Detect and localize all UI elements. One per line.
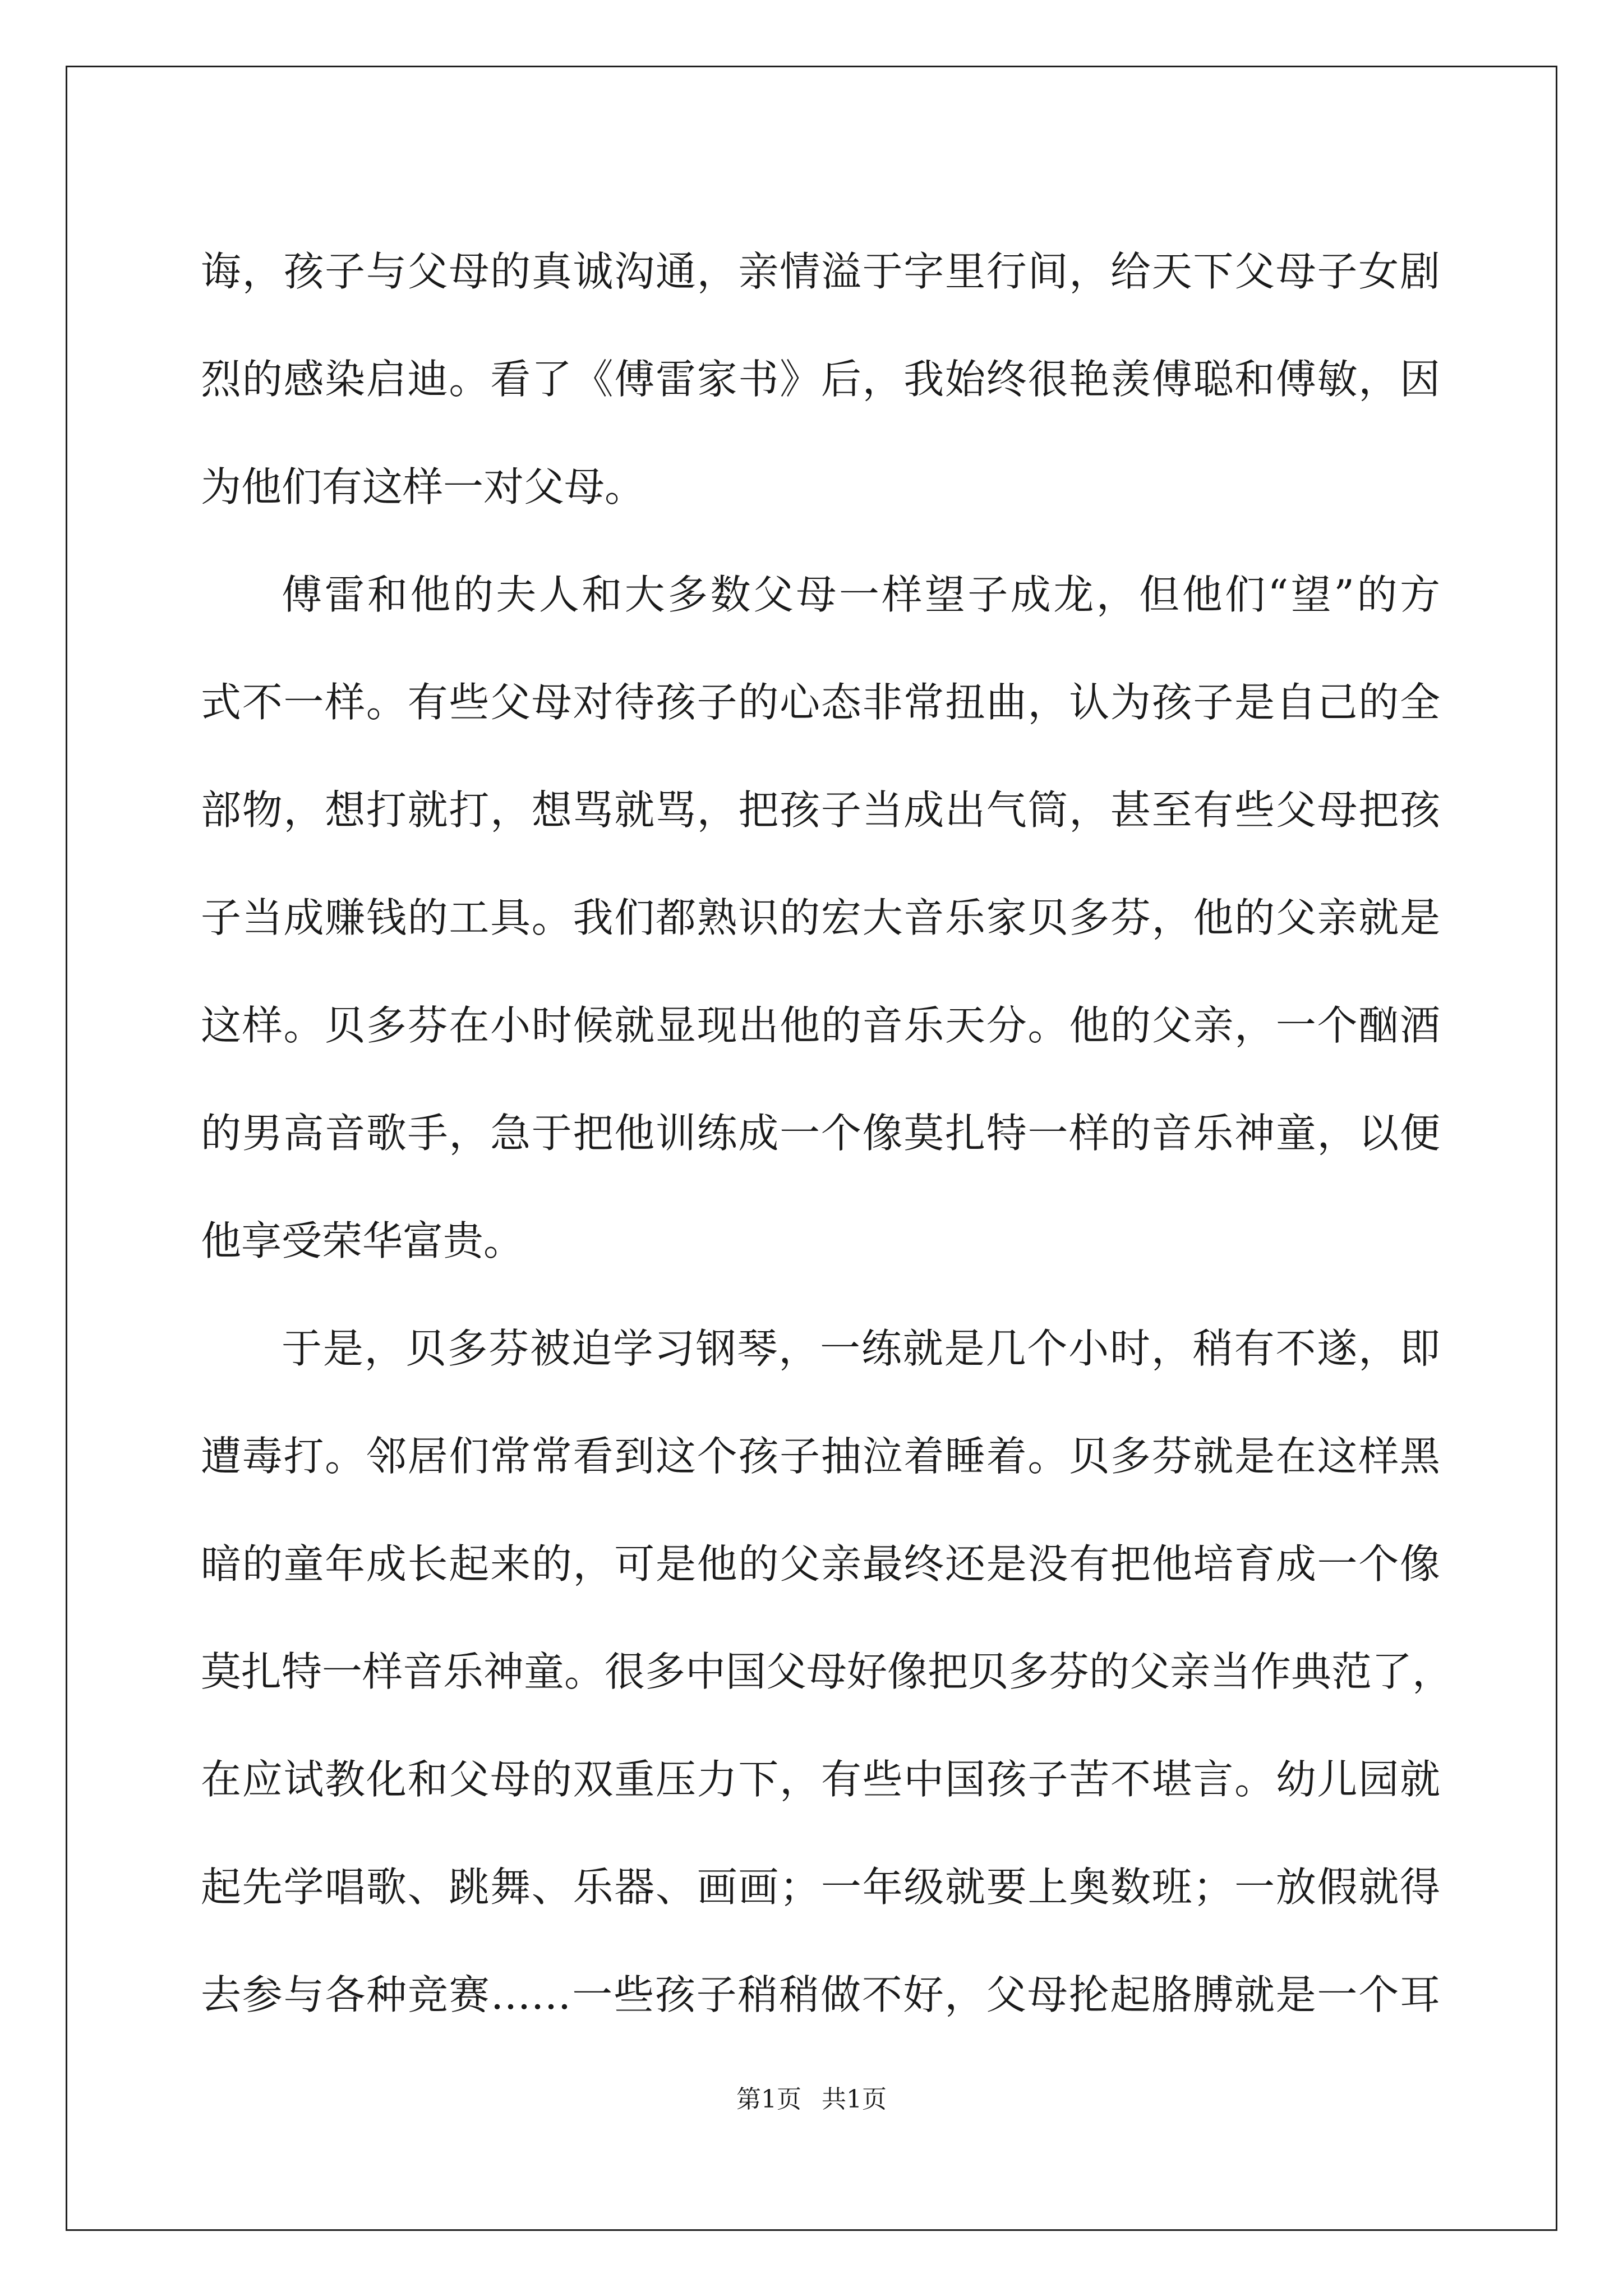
page-number: 第1页 bbox=[736, 2085, 801, 2114]
page-footer bbox=[0, 2079, 1623, 2115]
text-line: 起先学唱歌、跳舞、乐器、画画；一年级就要上奥数班；一放假就得 bbox=[201, 1864, 1440, 1911]
text-line: 为他们有这样一对父母。 bbox=[201, 463, 645, 510]
page-total: 共1页 bbox=[822, 2085, 887, 2114]
text-line: 诲，孩子与父母的真诚沟通，亲情溢于字里行间，给天下父母子女剧 bbox=[201, 248, 1440, 295]
text-line: 烈的感染启迪。看了《傅雷家书》后，我始终很艳羡傅聪和傅敏，因 bbox=[201, 356, 1440, 403]
text-line: 式不一样。有些父母对待孩子的心态非常扭曲，认为孩子是自己的全 bbox=[201, 679, 1440, 726]
text-line: 于是，贝多芬被迫学习钢琴，一练就是几个小时，稍有不遂，即 bbox=[282, 1325, 1440, 1372]
text-line: 的男高音歌手，急于把他训练成一个像莫扎特一样的音乐神童，以便 bbox=[201, 1110, 1440, 1157]
document-body bbox=[201, 218, 1453, 2049]
text-line: 去参与各种竞赛……一些孩子稍稍做不好，父母抡起胳膊就是一个耳 bbox=[201, 1971, 1440, 2018]
text-line: 这样。贝多芬在小时候就显现出他的音乐天分。他的父亲，一个酗酒 bbox=[201, 1002, 1440, 1049]
text-line: 暗的童年成长起来的，可是他的父亲最终还是没有把他培育成一个像 bbox=[201, 1540, 1440, 1588]
text-line: 子当成赚钱的工具。我们都熟识的宏大音乐家贝多芬，他的父亲就是 bbox=[201, 894, 1440, 941]
text-line: 在应试教化和父母的双重压力下，有些中国孩子苦不堪言。幼儿园就 bbox=[201, 1756, 1440, 1803]
text-line: 遭毒打。邻居们常常看到这个孩子抽泣着睡着。贝多芬就是在这样黑 bbox=[201, 1433, 1440, 1480]
text-line: 部物，想打就打，想骂就骂，把孩子当成出气筒，甚至有些父母把孩 bbox=[201, 786, 1440, 834]
text-line: 傅雷和他的夫人和大多数父母一样望子成龙，但他们“望”的方 bbox=[282, 571, 1440, 618]
text-line: 他享受荣华富贵。 bbox=[201, 1217, 524, 1264]
text-line: 莫扎特一样音乐神童。很多中国父母好像把贝多芬的父亲当作典范了， bbox=[201, 1648, 1453, 1695]
